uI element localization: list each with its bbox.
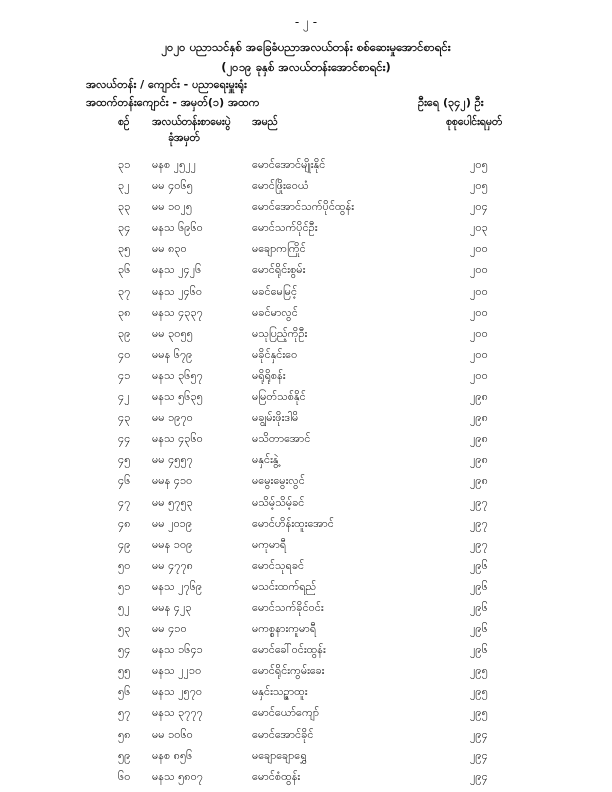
registration-number: မမ ၂၀၁၉ xyxy=(152,516,193,530)
registration-number: မမန ၄၁၀ xyxy=(152,474,193,488)
table-row xyxy=(0,578,612,599)
row-number: ၄၇ xyxy=(118,495,131,509)
registration-number: မမန ၆၇၉ xyxy=(152,347,193,361)
registration-number: မနစ ၂၅၂၂ xyxy=(152,158,197,171)
student-name: မမွေးမွေးလွင် xyxy=(252,474,305,488)
row-number: ၅၉ xyxy=(118,748,131,762)
total-marks: ၂၀၄ xyxy=(470,200,488,214)
student-name: မောင်သုရခင် xyxy=(252,558,305,572)
row-number: ၄၀ xyxy=(118,347,131,361)
row-number: ၄၅ xyxy=(118,453,131,467)
table-row xyxy=(0,325,612,346)
table-row xyxy=(0,768,612,789)
table-row xyxy=(0,494,612,515)
table-row xyxy=(0,388,612,409)
student-name: မသိမ့်သိမ့်ခင် xyxy=(252,495,305,509)
registration-number: မနသ ၄၃၃၇ xyxy=(152,305,203,319)
registration-number: မမန ၄၂၃ xyxy=(152,600,192,614)
column-header-reg-sub: ခုံအမှတ် xyxy=(168,132,200,144)
column-header-reg: အလယ်တန်းစာမေးပွဲ xyxy=(152,116,231,128)
total-marks: ၂၉၈ xyxy=(470,453,488,467)
total-marks: ၂၉၆ xyxy=(470,643,488,657)
student-name: မခိုင်နှင်းဝေ xyxy=(252,347,298,361)
registration-number: မမန ၁၀၉ xyxy=(152,537,193,551)
registration-number: မနသ ၂၇၆၉ xyxy=(152,579,203,593)
registration-number: မနသ ၃၆၅၇ xyxy=(152,368,203,382)
registration-number: မနစ ၈၅၆ xyxy=(152,748,193,762)
document-title: ၂၀၂၀ ပညာသင်နှစ် အခြေခံပညာအလယ်တန်း စစ်ဆေးမှုအောင်စာရင်း xyxy=(161,40,451,54)
row-number: ၄၆ xyxy=(118,474,131,488)
student-name: မသုပြည့်ကိုဦး xyxy=(252,326,308,340)
column-header-marks: စုစုပေါင်းရမှတ် xyxy=(446,116,503,128)
row-number: ၄၁ xyxy=(118,368,131,382)
row-number: ၅၅ xyxy=(118,664,131,678)
registration-number: မနသ ၂၅၇၀ xyxy=(152,685,203,699)
student-name: မချွမ်းဖိုးဒါမိ xyxy=(252,411,299,425)
table-row xyxy=(0,515,612,536)
student-name: မောင်ရိုင်းစွမ်း xyxy=(252,263,306,277)
total-marks: ၂၉၆ xyxy=(470,622,488,636)
table-row xyxy=(0,346,612,367)
office-label: အလယ်တန်း / ကျောင်း - ပညာရေးမှူးရုံး xyxy=(86,78,247,91)
student-name: မချောကကြိုင် xyxy=(252,242,306,256)
table-row xyxy=(0,198,612,219)
student-count: ဦးရေ (၃၄၂) ဦး xyxy=(418,96,484,109)
total-marks: ၂၀၀ xyxy=(470,305,488,319)
student-name: မခင်မာလွင် xyxy=(252,305,298,319)
student-name: မောင်သက်ခိုင်ဝင်း xyxy=(252,600,324,614)
student-name: မောင်အောင်သက်ပိုင်ထွန်း xyxy=(252,200,355,214)
table-row xyxy=(0,451,612,472)
school-label: အထက်တန်းကျောင်း - အမှတ်(၁) အထက xyxy=(86,96,260,109)
total-marks: ၂၀၀ xyxy=(470,326,488,340)
table-row xyxy=(0,704,612,725)
row-number: ၃၅ xyxy=(118,242,131,256)
row-number: ၃၆ xyxy=(118,263,131,277)
table-row xyxy=(0,620,612,641)
student-name: မနှင်းနွဲ့ xyxy=(252,453,279,467)
student-name: မသင်းထက်ရည် xyxy=(252,579,317,593)
table-row xyxy=(0,557,612,578)
row-number: ၄၈ xyxy=(118,516,131,530)
row-number: ၃၇ xyxy=(118,284,131,298)
registration-number: မမ ၄၀၆၅ xyxy=(152,179,193,193)
student-name: မရိုရိုစန်း xyxy=(252,368,286,382)
student-name: မောင်ဟိန်းထူးအောင် xyxy=(252,516,334,530)
row-number: ၅၃ xyxy=(118,622,131,636)
row-number: ၅၈ xyxy=(118,727,131,741)
total-marks: ၂၀၀ xyxy=(470,263,488,277)
total-marks: ၂၉၅ xyxy=(470,706,488,720)
total-marks: ၂၀၀ xyxy=(470,284,488,298)
row-number: ၃၄ xyxy=(118,221,131,235)
row-number: ၄၉ xyxy=(118,537,131,551)
registration-number: မနသ ၄၃၆၀ xyxy=(152,432,203,446)
registration-number: မမ ၁၉၇၀ xyxy=(152,411,193,425)
total-marks: ၂၉၄ xyxy=(470,727,488,741)
total-marks: ၂၉၇ xyxy=(470,495,488,509)
row-number: ၅၂ xyxy=(118,600,130,614)
row-number: ၅၀ xyxy=(118,558,131,572)
student-name: မချောချောရွှေ xyxy=(252,748,307,762)
table-row xyxy=(0,472,612,493)
student-name: မမြတ်သစ်နိုင် xyxy=(252,390,306,404)
row-number: ၅၄ xyxy=(118,643,131,657)
row-number: ၃၁ xyxy=(118,158,131,171)
results-table xyxy=(0,156,612,789)
total-marks: ၂၀၀ xyxy=(470,368,488,382)
table-row xyxy=(0,367,612,388)
student-name: မောင်ခေါ်ဝင်းထွန်း xyxy=(252,643,326,657)
table-row xyxy=(0,430,612,451)
total-marks: ၂၀၃ xyxy=(470,221,488,235)
total-marks: ၂၀၀ xyxy=(470,347,488,361)
total-marks: ၂၀၅ xyxy=(470,179,488,193)
total-marks: ၂၉၆ xyxy=(470,579,488,593)
student-name: မနှင်းသဉ္ဇာထူး xyxy=(252,685,308,699)
total-marks: ၂၉၄ xyxy=(470,748,488,762)
table-row xyxy=(0,599,612,620)
student-name: မောင်အောင်မျိုးနိုင် xyxy=(252,158,326,171)
row-number: ၅၇ xyxy=(118,706,131,720)
table-row xyxy=(0,726,612,747)
table-row xyxy=(0,240,612,261)
total-marks: ၂၉၈ xyxy=(470,390,488,404)
table-row xyxy=(0,641,612,662)
row-number: ၄၂ xyxy=(118,390,130,404)
table-row xyxy=(0,283,612,304)
row-number: ၅၁ xyxy=(118,579,131,593)
registration-number: မနသ ၂၄၆၀ xyxy=(152,284,203,298)
row-number: ၃၂ xyxy=(118,179,130,193)
student-name: မောင်ဖြိုးဝေယံ xyxy=(252,179,309,193)
table-row xyxy=(0,662,612,683)
student-name: မောင်ရိုင်းကွမ်းခေး xyxy=(252,664,325,678)
total-marks: ၂၉၆ xyxy=(470,558,488,572)
registration-number: မမ ၈၃၀ xyxy=(152,242,187,256)
student-name: မောင်သက်ပိုင်ဦး xyxy=(252,221,318,235)
registration-number: မနသ ၅၆၃၅ xyxy=(152,390,203,404)
registration-number: မမ ၅၇၅၃ xyxy=(152,495,193,509)
total-marks: ၂၉၆ xyxy=(470,600,488,614)
total-marks: ၂၉၅ xyxy=(470,685,488,699)
row-number: ၅၆ xyxy=(118,685,131,699)
registration-number: မမ ၄၇၇၈ xyxy=(152,558,193,572)
row-number: ၃၃ xyxy=(118,200,131,214)
total-marks: ၂၉၈ xyxy=(470,474,488,488)
registration-number: မမ ၁၀၆၀ xyxy=(152,727,193,741)
total-marks: ၂၀၅ xyxy=(470,158,488,171)
table-row xyxy=(0,156,612,177)
registration-number: မနသ ၅၈၀၇ xyxy=(152,769,203,783)
table-row xyxy=(0,683,612,704)
registration-number: မနသ ၂၂၁၀ xyxy=(152,664,202,678)
total-marks: ၂၉၈ xyxy=(470,432,488,446)
registration-number: မနသ ၆၉၆၀ xyxy=(152,221,203,235)
table-row xyxy=(0,304,612,325)
table-row xyxy=(0,261,612,282)
total-marks: ၂၀၀ xyxy=(470,242,488,256)
student-name: မကုမာရီ xyxy=(252,537,287,551)
total-marks: ၂၉၇ xyxy=(470,537,488,551)
registration-number: မမ ၃၀၅၅ xyxy=(152,326,193,340)
table-row xyxy=(0,536,612,557)
total-marks: ၂၉၅ xyxy=(470,664,488,678)
registration-number: မနသ ၃၇၇၇ xyxy=(152,706,203,720)
table-row xyxy=(0,409,612,430)
registration-number: မနသ ၁၆၄၁ xyxy=(152,643,203,657)
row-number: ၃၈ xyxy=(118,305,131,319)
student-name: မသိတာအောင် xyxy=(252,432,311,446)
registration-number: မမ ၁၀၂၅ xyxy=(152,200,193,214)
table-row xyxy=(0,177,612,198)
total-marks: ၂၉၄ xyxy=(470,769,488,783)
total-marks: ၂၉၈ xyxy=(470,411,488,425)
student-name: မောင်ယော်ကျော် xyxy=(252,706,320,720)
student-name: မောင်အောင်ခိုင် xyxy=(252,727,314,741)
column-header-no: စဉ် xyxy=(118,116,130,128)
registration-number: မမ ၄၅၅၇ xyxy=(152,453,193,467)
document-subtitle: (၂၀၁၉ ခုနှစ် အလယ်တန်းအောင်စာရင်း) xyxy=(221,60,391,74)
table-row xyxy=(0,219,612,240)
table-row xyxy=(0,747,612,768)
row-number: ၄၃ xyxy=(118,411,131,425)
page-number: - ၂ - xyxy=(294,15,318,29)
row-number: ၄၄ xyxy=(118,432,131,446)
registration-number: မနသ ၂၄၂၆ xyxy=(152,263,202,277)
column-header-name: အမည် xyxy=(252,116,278,128)
row-number: ၃၉ xyxy=(118,326,131,340)
student-name: မကစ္စနားကူမာရီ xyxy=(252,622,317,636)
registration-number: မမ ၄၁၀ xyxy=(152,622,187,636)
student-name: မောင်စံထွန်း xyxy=(252,769,301,783)
row-number: ၆၀ xyxy=(118,769,131,783)
student-name: မခင်မေမြင့် xyxy=(252,284,298,298)
total-marks: ၂၉၇ xyxy=(470,516,488,530)
